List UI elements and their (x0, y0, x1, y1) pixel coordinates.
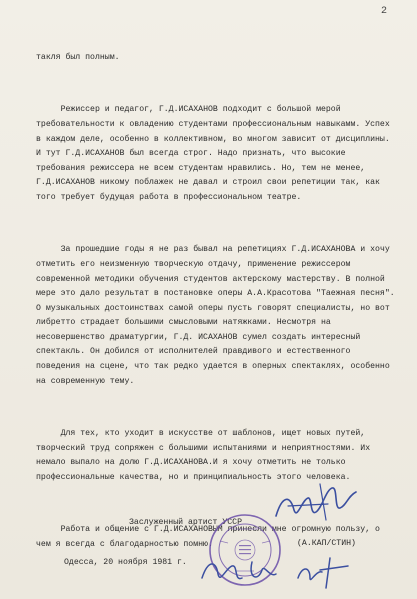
paragraph-2: Режиссер и педагог, Г.Д.ИСАХАНОВ подходит с большой мерой требовательности к овладению студентами профессиональным навыкамм. Успех в каждом деле, особенно в коллективном, во многом зависит от дисциплины. И тут Г.Д.ИСАХАНОВ был всегда строг. Надо признать, что высокие требования режиссера не всем студентам нравились. Но, тем не менее, Г.Д.ИСАХАНОВ никому поблажек не давал и строил свои репетиции так, как того требует будущая работа в профессиональном театре. (36, 105, 395, 203)
date-line: Одесса, 20 ноября 1981 г. (64, 558, 187, 567)
paragraph-3: За прошедшие годы я не раз бывал на репетициях Г.Д.ИСАХАНОВА и хочу отметить его неизменную творческую отдачу, применение режиссером современной методики обучения студентов актерскому мастерству. В полной мере это дало результат в постановке оперы А.А.Красотова "Таежная песня". О музыкальных достоинствах самой оперы пусть говорят специалисты, но вот либретто страдает большими смысловыми натяжками. Несмотря на несовершенство драматургии, Г.Д. ИСАХАНОВ сумел создать интересный спектакль. Он добился от исполнителей правдивого и естественного поведения на сцене, что так редко удается в оперных спектаклях, особенно на современную тему. (36, 245, 400, 386)
paragraph-1: такля был полным. (36, 53, 120, 63)
signature-title: Заслуженный артист УССР (129, 518, 243, 527)
paragraph-5: Работа и общение с Г.Д.ИСАХАНОВЫМ принесли мне огромную пользу, о чем я всегда с благодарностью помню. (36, 525, 385, 549)
paragraph-4: Для тех, кто уходит в искусстве от шаблонов, ищет новых путей, творческий труд сопряжен с большими испытаниями и неприятностями. Их немало выпало на долю Г.Д.ИСАХАНОВА.И я хочу отметить не только профессиональные качества, но и принципиальность этого человека. (36, 428, 376, 482)
handwritten-signature-icon (198, 548, 358, 593)
page-number: 2 (380, 6, 387, 17)
signature-name: (А.КАП/СТИН) (297, 539, 356, 548)
